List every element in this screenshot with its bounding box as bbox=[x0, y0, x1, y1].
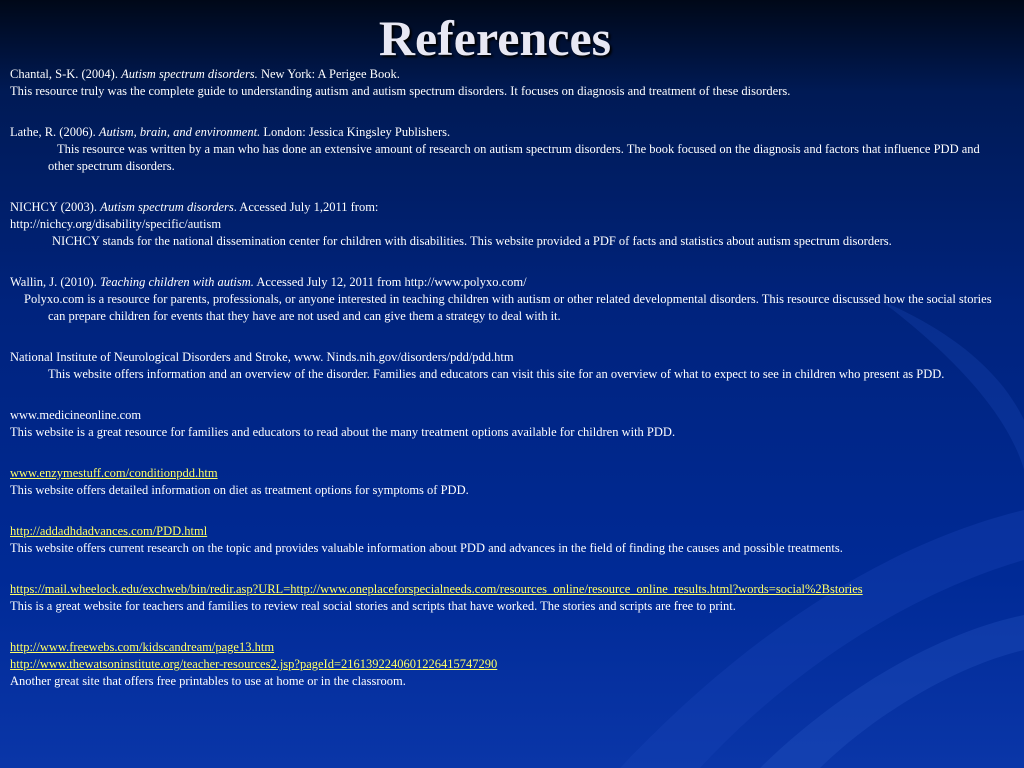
reference-description: This website offers current research on the topic and provides valuable information about PDD and advances in the field of finding the causes and possible treatments. bbox=[10, 541, 843, 555]
reference-url: www.medicineonline.com bbox=[10, 408, 142, 422]
reference-description: NICHCY stands for the national dissemination center for children with disabilities. This website provided a PDF of facts and statistics about autism spectrum disorders. bbox=[52, 234, 892, 248]
reference-citation: Lathe, R. (2006). Autism, brain, and environment. London: Jessica Kingsley Publishers. bbox=[10, 125, 451, 139]
reference-description: This resource truly was the complete guide to understanding autism and autism spectrum disorders. It focuses on diagnosis and treatment of these disorders. bbox=[10, 84, 791, 98]
reference-description: This website offers information and an overview of the disorder. Families and educators can visit this site for an overview of what to expect to see in children who present as PDD. bbox=[48, 367, 945, 381]
reference-link[interactable]: http://www.thewatsoninstitute.org/teacher-resources2.jsp?pageId=2161392240601226415747290 bbox=[10, 657, 498, 671]
reference-description: Polyxo.com is a resource for parents, professionals, or anyone interested in teaching children with autism or other related developmental disorders. This resource discussed how the social stories can prepare children for events that they have are not used and can give them a strategy to deal with it. bbox=[24, 292, 992, 323]
reference-link[interactable]: www.enzymestuff.com/conditionpdd.htm bbox=[10, 466, 218, 480]
reference-description: This website offers detailed information on diet as treatment options for symptoms of PDD. bbox=[10, 483, 469, 497]
reference-link[interactable]: https://mail.wheelock.edu/exchweb/bin/redir.asp?URL=http://www.oneplaceforspecialneeds.com/resources_online/resource_online_results.html?words=social%2Bstories bbox=[10, 582, 863, 596]
reference-citation: NICHCY (2003). Autism spectrum disorders. Accessed July 1,2011 from: bbox=[10, 200, 379, 214]
reference-citation: Chantal, S-K. (2004). Autism spectrum disorders. New York: A Perigee Book. bbox=[10, 67, 400, 81]
reference-citation: Wallin, J. (2010). Teaching children with autism. Accessed July 12, 2011 from http://www.polyxo.com/ bbox=[10, 275, 527, 289]
reference-url: http://nichcy.org/disability/specific/autism bbox=[10, 217, 222, 231]
reference-link[interactable]: http://www.freewebs.com/kidscandream/page13.htm bbox=[10, 640, 275, 654]
reference-description: This is a great website for teachers and families to review real social stories and scripts that have worked. The stories and scripts are free to print. bbox=[10, 599, 736, 613]
reference-description: This resource was written by a man who has done an extensive amount of research on autism spectrum disorders. The book focused on the diagnosis and factors that influence PDD and other spectrum disorders. bbox=[48, 142, 980, 173]
reference-list bbox=[10, 66, 1000, 690]
reference-link[interactable]: http://addadhdadvances.com/PDD.html bbox=[10, 524, 208, 538]
reference-citation: National Institute of Neurological Disorders and Stroke, www. Ninds.nih.gov/disorders/pdd/pdd.htm bbox=[10, 350, 514, 364]
slide-title: References bbox=[378, 10, 612, 66]
reference-description: This website is a great resource for families and educators to read about the many treatment options available for children with PDD. bbox=[10, 425, 676, 439]
reference-description: Another great site that offers free printables to use at home or in the classroom. bbox=[10, 674, 406, 688]
